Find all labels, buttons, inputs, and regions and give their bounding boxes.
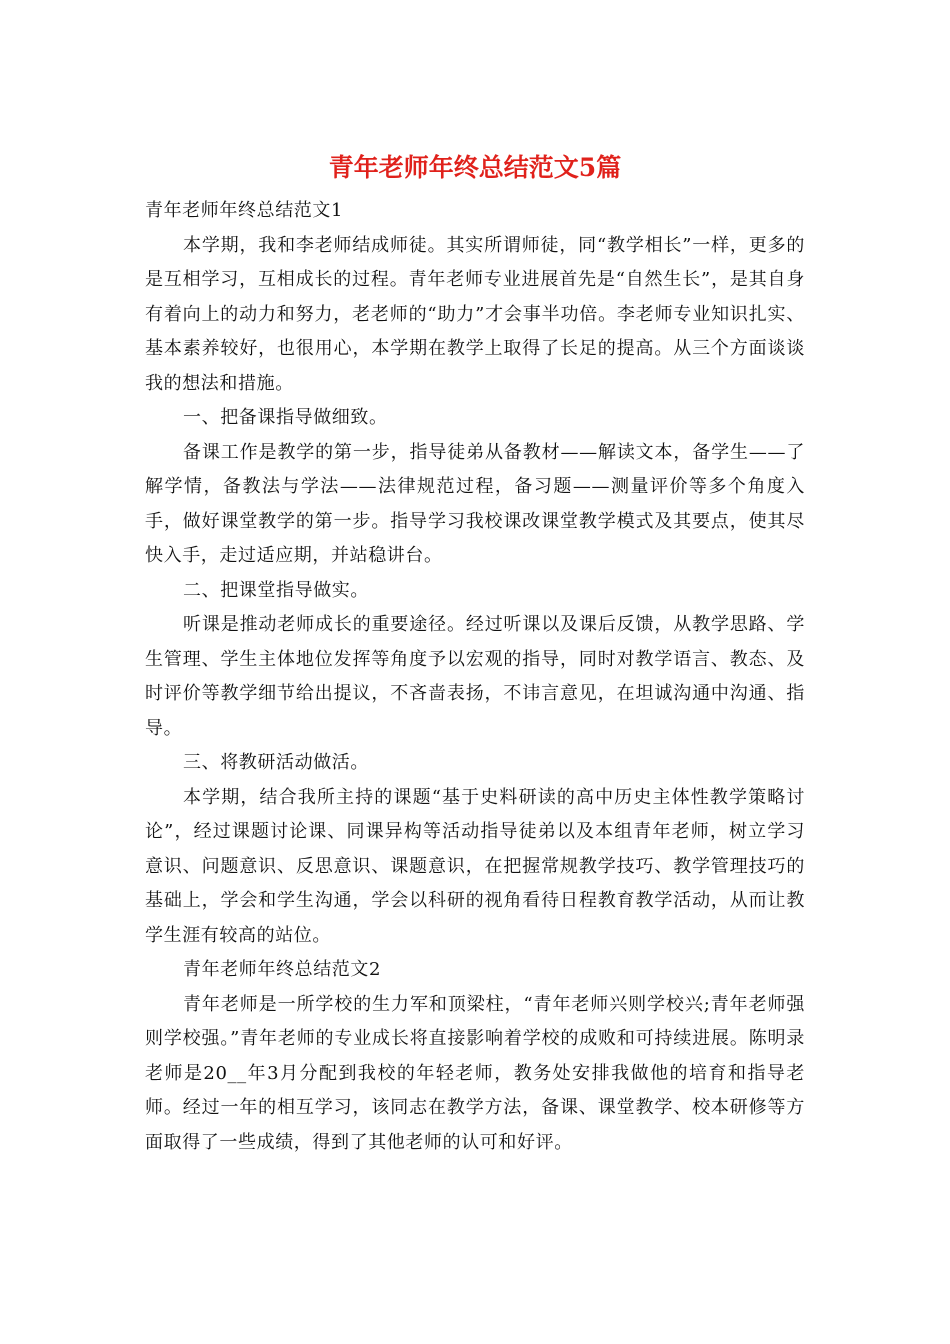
section-heading-1: 青年老师年终总结范文1 bbox=[145, 200, 344, 221]
paragraph-intro: 本学期，我和李老师结成师徒。其实所谓师徒，同“教学相长”一样，更多的是互相学习，互相成长的过程。青年老师专业进展首先是“自然生长”，是其自身有着向上的动力和努力，老老师的“助力”才会事半功倍。李老师专业知识扎实、基本素养较好，也很用心，本学期在教学上取得了长足的提高。从三个方面谈谈我的想法和措施。 bbox=[145, 234, 805, 394]
section-heading-2: 青年老师年终总结范文2 bbox=[183, 959, 382, 980]
paragraph-section-2: 青年老师是一所学校的生力军和顶梁柱，“青年老师兴则学校兴;青年老师强则学校强。”青年老师的专业成长将直接影响着学校的成败和可持续进展。陈明录老师是20__年3月分配到我校的年轻老师，教务处安排我做他的培育和指导老师。经过一年的相互学习，该同志在教学方法，备课、课堂教学、校本研修等方面取得了一些成绩，得到了其他老师的认可和好评。 bbox=[145, 993, 805, 1153]
paragraph-classroom: 听课是推动老师成长的重要途径。经过听课以及课后反馈，从教学思路、学生管理、学生主体地位发挥等角度予以宏观的指导，同时对教学语言、教态、及时评价等教学细节给出提议，不吝啬表扬，不讳言意见，在坦诚沟通中沟通、指导。 bbox=[145, 614, 805, 739]
subheading-preparation: 一、把备课指导做细致。 bbox=[183, 407, 388, 428]
subheading-research: 三、将教研活动做活。 bbox=[183, 752, 369, 773]
paragraph-preparation: 备课工作是教学的第一步，指导徒弟从备教材——解读文本，备学生——了解学情，备教法与学法——法律规范过程，备习题——测量评价等多个角度入手，做好课堂教学的第一步。指导学习我校课改课堂教学模式及其要点，使其尽快入手，走过适应期，并站稳讲台。 bbox=[145, 441, 805, 566]
paragraph-research: 本学期，结合我所主持的课题“基于史料研读的高中历史主体性教学策略讨论”，经过课题讨论课、同课异构等活动指导徒弟以及本组青年老师，树立学习意识、问题意识、反思意识、课题意识，在把握常规教学技巧、教学管理技巧的基础上，学会和学生沟通，学会以科研的视角看待日程教育教学活动，从而让教学生涯有较高的站位。 bbox=[145, 786, 805, 946]
subheading-classroom: 二、把课堂指导做实。 bbox=[183, 579, 369, 601]
document-body bbox=[145, 194, 805, 1160]
document-title: 青年老师年终总结范文5篇 bbox=[328, 153, 622, 182]
